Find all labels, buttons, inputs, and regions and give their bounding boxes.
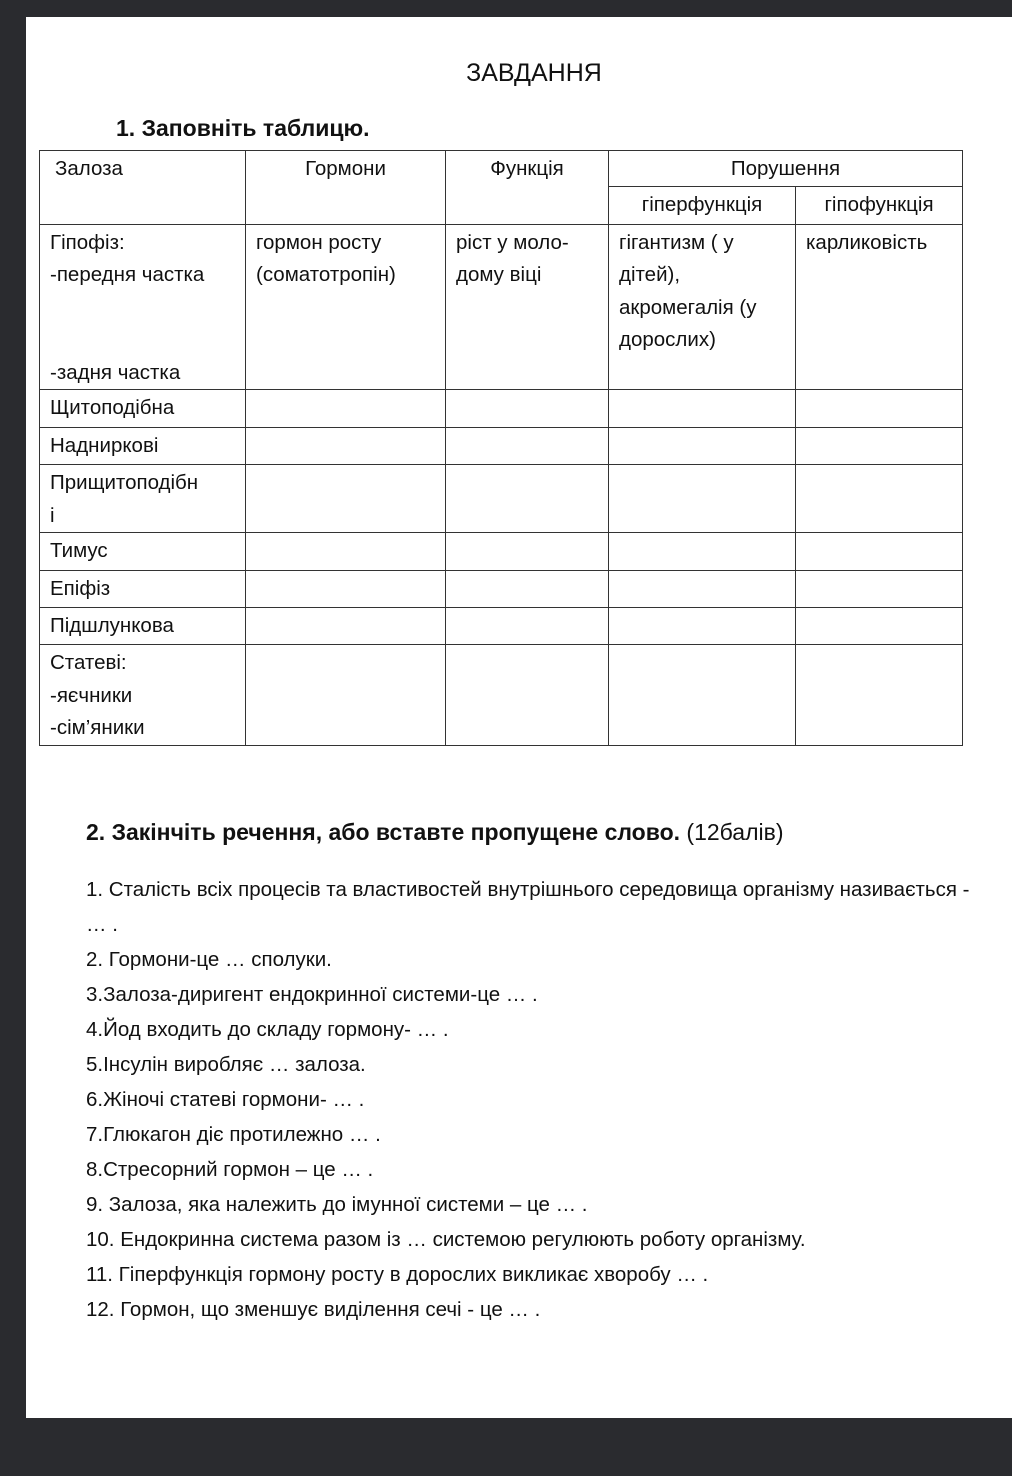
cell-hormones [246,533,446,571]
table-row [40,645,963,746]
table-row [40,571,963,608]
sentence-item: 11. Гіперфункція гормону росту в дорослих викликає хворобу … . [86,1263,709,1286]
cell-hypo [796,608,963,645]
sentence-item: 3.Залоза-диригент ендокринної системи-це … . [86,983,538,1006]
cell-hormones [246,608,446,645]
cell-hypo: карликовість [796,224,963,390]
cell-function: ріст у моло- дому віці [446,224,609,390]
cell-hormones [246,571,446,608]
header-hypofunction: гіпофункція [796,186,963,224]
section1-heading: 1. Заповніть таблицю. [116,115,370,141]
cell-hormones: гормон росту (соматотропін) [246,224,446,390]
cell-gland: Статеві: -яєчники -сім’яники [40,645,246,746]
cell-gland: Підшлункова [40,608,246,645]
cell-hyper [609,533,796,571]
cell-gland: Тимус [40,533,246,571]
header-hyperfunction: гіперфункція [609,186,796,224]
cell-hyper: гігантизм ( у дітей), акромегалія (у дорослих) [609,224,796,390]
cell-gland: Щитоподібна [40,390,246,428]
sentence-item: 5.Інсулін виробляє … залоза. [86,1053,366,1076]
section2-points: (12балів) [680,819,784,845]
section2-heading [86,819,784,846]
cell-hyper [609,428,796,465]
sentence-item: 9. Залоза, яка належить до імунної системи – це … . [86,1193,588,1216]
cell-hypo [796,533,963,571]
cell-gland: Надниркові [40,428,246,465]
cell-gland: Епіфіз [40,571,246,608]
header-disorders: Порушення [609,151,963,187]
cell-hypo [796,645,963,746]
table-row [40,224,963,390]
cell-hormones [246,428,446,465]
glands-table [39,150,963,746]
cell-function [446,465,609,533]
cell-function [446,571,609,608]
table-row [40,428,963,465]
cell-hyper [609,571,796,608]
sentence-item: 7.Глюкагон діє протилежно … . [86,1123,381,1146]
cell-function [446,428,609,465]
sentence-item: 12. Гормон, що зменшує виділення сечі - це … . [86,1298,541,1321]
table-row [40,465,963,533]
cell-hypo [796,465,963,533]
sentence-item: 10. Ендокринна система разом із … системою регулюють роботу організму. [86,1228,806,1251]
cell-hyper [609,645,796,746]
section2-title: 2. Закінчіть речення, або вставте пропущене слово. [86,819,681,845]
cell-hormones [246,390,446,428]
cell-hypo [796,428,963,465]
header-hormones: Гормони [246,151,446,225]
cell-hormones [246,645,446,746]
cell-hypo [796,571,963,608]
cell-hyper [609,390,796,428]
header-gland: Залоза [40,151,246,225]
sentence-list [86,872,986,1327]
cell-gland: Гіпофіз: -передня частка -задня частка [40,224,246,390]
table-row [40,533,963,571]
cell-hyper [609,608,796,645]
sentence-item: 4.Йод входить до складу гормону- … . [86,1018,449,1041]
cell-function [446,608,609,645]
cell-hormones [246,465,446,533]
cell-hypo [796,390,963,428]
page-title: ЗАВДАННЯ [466,59,602,87]
cell-function [446,533,609,571]
sentence-item: 2. Гормони-це … сполуки. [86,948,332,971]
document-page [26,17,1012,1418]
table-row [40,390,963,428]
cell-hyper [609,465,796,533]
sentence-item: 6.Жіночі статеві гормони- … . [86,1088,365,1111]
cell-gland: Прищитоподібн і [40,465,246,533]
sentence-item: 1. Сталість всіх процесів та властивостей внутрішнього середовища організму називається - … . [86,878,970,936]
table-row [40,608,963,645]
cell-function [446,645,609,746]
sentence-item: 8.Стресорний гормон – це … . [86,1158,374,1181]
header-function: Функція [446,151,609,225]
cell-function [446,390,609,428]
